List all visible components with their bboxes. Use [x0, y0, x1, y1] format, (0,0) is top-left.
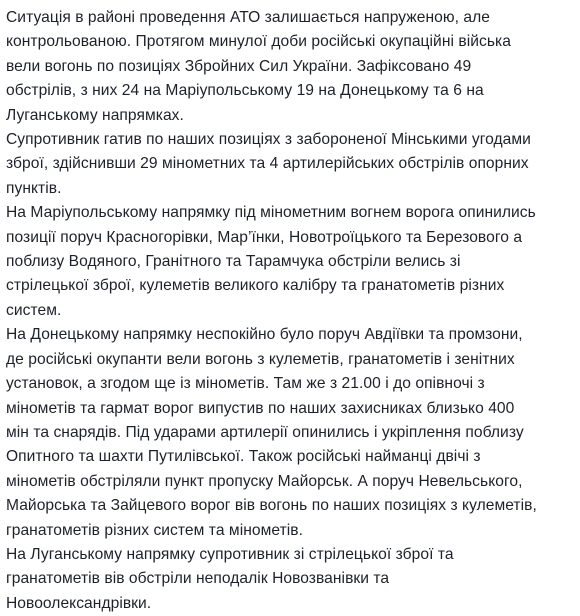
- text-line: зброї, здійснивши 29 мінометних та 4 артилерійських обстрілів опорних: [6, 155, 529, 173]
- text-line: На Луганському напрямку супротивник зі стрілецької зброї та: [6, 545, 454, 563]
- text-line: Супротивник гатив по наших позиціях з забороненої Мінськими угодами: [6, 131, 531, 149]
- text-line: мін та снарядів. Під ударами артилерії опинились і укріплення поблизу: [6, 423, 524, 441]
- text-line: Опитного та шахти Путилівської. Також російські найманці двічі з: [6, 448, 481, 466]
- text-line: контрольованою. Протягом минулої доби російські окупаційні війська: [6, 33, 511, 51]
- text-line: Луганському напрямках.: [6, 106, 184, 124]
- text-line: мінометів обстріляли пункт пропуску Майорськ. А поруч Невельського,: [6, 472, 523, 490]
- text-line: Новоолександрівки.: [6, 594, 152, 612]
- text-line: вели вогонь по позиціях Збройних Сил України. Зафіксовано 49: [6, 57, 472, 75]
- text-line: гранатометів вів обстріли неподалік Новозванівки та: [6, 570, 390, 588]
- text-line: гранатометів різних систем та мінометів.: [6, 521, 303, 539]
- text-line: На Маріупольському напрямку під мінометним вогнем ворога опинились: [6, 204, 536, 222]
- text-line: мінометів та гармат ворог випустив по наших захисниках близько 400: [6, 399, 515, 417]
- text-line: систем.: [6, 301, 62, 319]
- text-line: обстрілів, з них 24 на Маріупольському 19 на Донецькому та 6 на: [6, 82, 484, 100]
- text-line: установок, а згодом ще із мінометів. Там же з 21.00 і до опівночі з: [6, 375, 485, 393]
- text-line: поблизу Водяного, Гранітного та Тарамчука обстріли велись зі: [6, 253, 461, 271]
- text-line: стрілецької зброї, кулеметів великого калібру та гранатометів різних: [6, 277, 505, 295]
- text-line: На Донецькому напрямку неспокійно було поруч Авдіївки та промзони,: [6, 326, 523, 344]
- text-line: пунктів.: [6, 179, 62, 197]
- text-line: де російські окупанти вели вогонь з кулеметів, гранатометів і зенітних: [6, 350, 515, 368]
- text-line: позиції поруч Красногорівки, Мар’їнки, Новотроїцького та Березового а: [6, 228, 523, 246]
- text-line: Майорська та Зайцевого ворог вів вогонь по наших позиціях з кулеметів,: [6, 497, 537, 515]
- text-line: Ситуація в районі проведення АТО залишається напруженою, але: [6, 9, 490, 26]
